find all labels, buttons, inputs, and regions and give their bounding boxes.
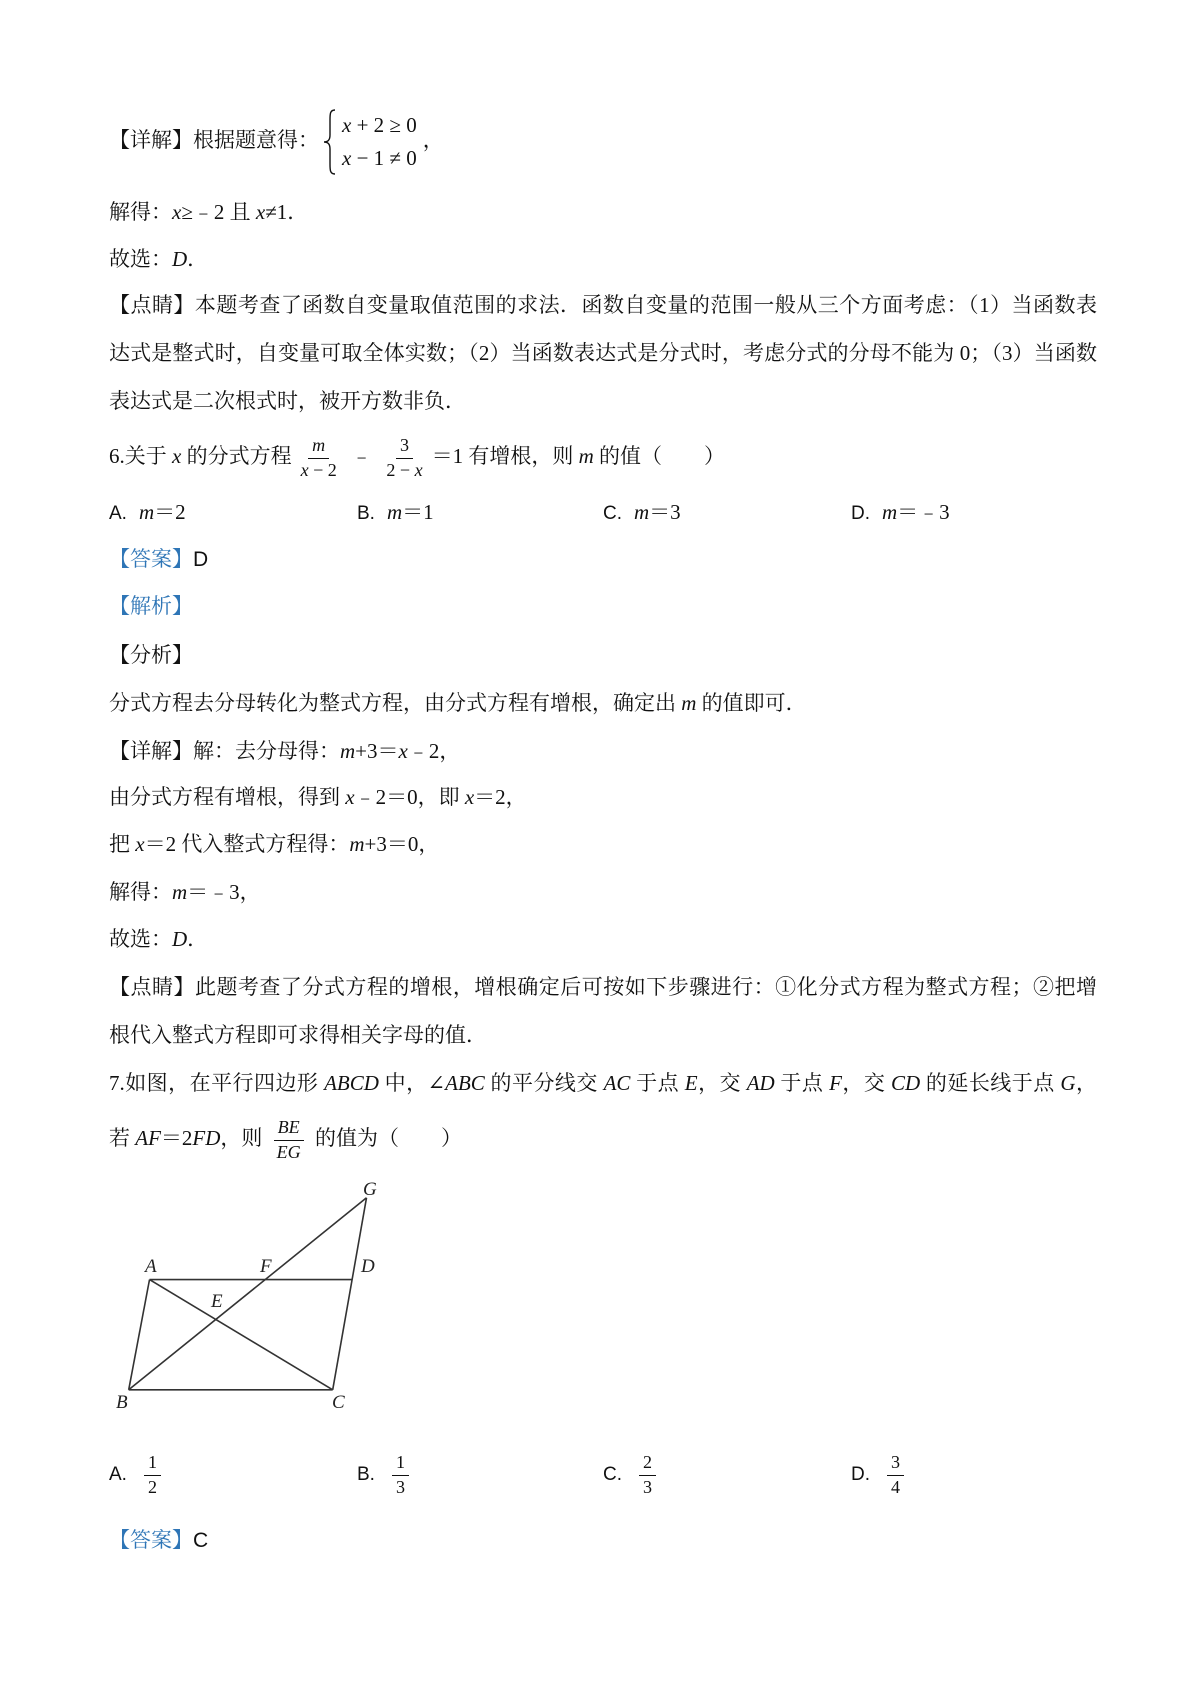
text-run: ＝2	[154, 500, 186, 524]
text-run: 【详解】根据题意得：	[109, 128, 319, 152]
math-variable: m	[340, 739, 356, 763]
math-variable: x	[300, 459, 309, 480]
equation-system	[323, 109, 417, 175]
math-variable: m	[634, 500, 650, 524]
system-rows	[342, 109, 417, 175]
q6-detail-line-4	[109, 877, 261, 907]
math-variable: m	[578, 444, 594, 468]
q7-stem-line-1	[109, 1068, 1097, 1098]
math-variable: m	[138, 500, 155, 524]
q7-option-b	[357, 1441, 414, 1505]
text-run: 【分析】	[109, 643, 193, 667]
text-run: 的延长线于点	[920, 1071, 1061, 1095]
fraction-numerator	[396, 434, 413, 458]
fraction-denominator	[144, 1476, 161, 1499]
math-variable: m	[386, 500, 403, 524]
math-variable: BE	[277, 1117, 300, 1138]
fraction	[144, 1451, 161, 1499]
segment-bg	[129, 1198, 367, 1390]
label-e: E	[211, 1291, 223, 1312]
q5-choice-line	[109, 244, 208, 274]
text-run: ＝2 代入整式方程得：	[144, 832, 350, 856]
left-brace-icon	[323, 109, 337, 175]
text-run: ＝2，	[474, 785, 527, 809]
label-b: B	[116, 1392, 128, 1413]
math-variable: AF	[135, 1126, 161, 1150]
q5-comment-line-1	[109, 290, 1097, 320]
q6-analysis-text	[109, 688, 807, 718]
fraction-denominator	[273, 1141, 305, 1164]
text-run: 1	[147, 1452, 157, 1473]
q6-analysis-heading	[109, 640, 193, 670]
q5-comment-line-3	[109, 386, 466, 416]
text-run: ，	[422, 128, 444, 152]
math-variable: AD	[746, 1071, 775, 1095]
text-run: 【解析】	[109, 595, 193, 618]
fraction-numerator	[887, 1451, 904, 1475]
text-run: 【详解】解：去分母得：	[109, 739, 340, 763]
text-run: 的分式方程	[181, 444, 292, 468]
q7-option-d	[851, 1441, 909, 1505]
text-run: 于点	[630, 1071, 685, 1095]
text-run: 解得：	[109, 200, 172, 224]
text-run: 达式是整式时，自变量可取全体实数；（2）当函数表达式是分式时，考虑分式的分母不能为 0；（3）当函数	[109, 341, 1097, 365]
math-variable: x	[255, 200, 266, 224]
text-run: ＝﹣3，	[187, 880, 261, 904]
text-run: ＝1	[402, 500, 434, 524]
text-run: +3＝0，	[364, 832, 440, 856]
text-run: 3	[891, 1452, 901, 1473]
text-run: +3＝	[355, 739, 399, 763]
q6-option-d	[851, 497, 950, 527]
math-variable: x	[172, 444, 182, 468]
option-body	[882, 500, 950, 524]
label-a: A	[145, 1256, 157, 1277]
option-label: B.	[357, 1464, 375, 1485]
text-run: 由分式方程有增根，得到	[109, 785, 346, 809]
text-run: C	[193, 1529, 209, 1552]
text-run: 【点睛】本题考查了函数自变量取值范围的求法．函数自变量的范围一般从三个方面考虑：（1）当函数表	[109, 293, 1097, 317]
label-g: G	[363, 1180, 377, 1200]
fraction	[382, 434, 426, 482]
math-variable: ABC	[445, 1071, 485, 1095]
text-run: 【答案】	[109, 548, 193, 571]
text-run: 的平分线交	[484, 1071, 604, 1095]
text-run: ﹣2＝0，即	[354, 785, 465, 809]
math-variable: m	[681, 691, 697, 715]
text-run: ﹣	[345, 444, 378, 468]
text-run: ．	[187, 927, 209, 951]
q6-comment-line-2	[109, 1020, 487, 1050]
fraction-numerator	[639, 1451, 656, 1475]
text-run: 2	[147, 1476, 157, 1497]
math-variable: m	[349, 832, 365, 856]
q6-detail-line-5	[109, 924, 208, 954]
option-label: A.	[109, 503, 127, 524]
math-variable: x	[398, 739, 408, 763]
fraction	[887, 1451, 904, 1499]
text-run: ，交	[841, 1071, 892, 1095]
text-run: 3	[395, 1476, 405, 1497]
math-variable: m	[172, 880, 188, 904]
q6-stem	[109, 424, 725, 488]
segment-cg	[333, 1198, 367, 1390]
segment-ab	[129, 1280, 150, 1390]
fraction-denominator	[887, 1476, 904, 1499]
text-run: ≥﹣2 且	[181, 200, 256, 224]
text-run: − 2	[308, 459, 337, 480]
option-body	[139, 1452, 166, 1497]
text-run: ．	[187, 247, 209, 271]
math-variable: x	[345, 785, 355, 809]
q7-option-a	[109, 1441, 166, 1505]
text-run: 的值（ ）	[593, 444, 725, 468]
text-run: − 1 ≠ 0	[351, 146, 417, 171]
text-run: 2 −	[386, 459, 415, 480]
text-run: 中，∠	[378, 1071, 446, 1095]
q5-comment-line-2	[109, 338, 1097, 368]
math-variable: AC	[603, 1071, 631, 1095]
fraction	[392, 1451, 409, 1499]
option-label: C.	[603, 503, 622, 524]
text-run: ，	[1075, 1071, 1098, 1095]
math-variable: EG	[276, 1141, 301, 1162]
text-run: 分式方程去分母转化为整式方程，由分式方程有增根，确定出	[109, 691, 682, 715]
math-variable: D	[172, 247, 188, 271]
text-run: 故选：	[109, 247, 172, 271]
q6-answer	[109, 545, 208, 575]
fraction-numerator	[392, 1451, 409, 1475]
option-label: D.	[851, 1464, 870, 1485]
text-run: 表达式是二次根式时，被开方数非负．	[109, 389, 466, 413]
fraction	[273, 1116, 305, 1164]
q5-solution-line	[109, 197, 308, 227]
text-run: ，交	[697, 1071, 747, 1095]
math-variable: x	[464, 785, 475, 809]
option-body	[634, 500, 681, 524]
option-body	[139, 500, 186, 524]
q6-comment-line-1	[109, 972, 1097, 1002]
fraction-numerator	[274, 1116, 304, 1140]
q6-option-b	[357, 497, 434, 527]
text-run: ＝2	[160, 1126, 193, 1150]
fraction-denominator	[297, 459, 341, 482]
math-variable: ABCD	[324, 1071, 379, 1095]
fraction-denominator	[639, 1476, 656, 1499]
text-run: ＝﹣3	[897, 500, 950, 524]
text-run: 若	[109, 1126, 136, 1150]
text-run: 把	[109, 832, 136, 856]
math-variable: x	[414, 459, 423, 480]
option-label: C.	[603, 1464, 622, 1485]
option-body	[634, 1452, 661, 1497]
text-run: 的值即可．	[696, 691, 807, 715]
text-run: D	[193, 548, 209, 571]
math-variable: x	[135, 832, 145, 856]
text-run: 【答案】	[109, 1529, 193, 1552]
option-label: A.	[109, 1464, 127, 1485]
option-label: B.	[357, 503, 375, 524]
math-variable: x	[342, 146, 352, 171]
text-run: 故选：	[109, 927, 172, 951]
label-d: D	[361, 1256, 375, 1277]
fraction	[639, 1451, 656, 1499]
text-run: ，则	[220, 1126, 268, 1150]
math-variable: G	[1060, 1071, 1076, 1095]
math-variable: m	[882, 500, 898, 524]
text-run: 2	[643, 1452, 653, 1473]
text-run: 3	[399, 435, 409, 456]
option-body	[387, 500, 434, 524]
fraction-numerator	[144, 1451, 161, 1475]
fraction-denominator	[392, 1476, 409, 1499]
text-run: 7.如图，在平行四边形	[109, 1071, 325, 1095]
text-run: ＝3	[649, 500, 681, 524]
text-run: ＝1 有增根，则	[431, 444, 579, 468]
math-variable: m	[312, 435, 326, 456]
text-run: 6.关于	[109, 444, 172, 468]
fraction	[297, 434, 341, 482]
text-run: ﹣2，	[407, 739, 461, 763]
text-run: 【点睛】此题考查了分式方程的增根，增根确定后可按如下步骤进行：①化分式方程为整式方程；②把增	[109, 975, 1097, 999]
text-run: 3	[643, 1476, 653, 1497]
label-f: F	[260, 1256, 272, 1277]
fraction-denominator	[382, 459, 426, 482]
q6-option-c	[603, 497, 681, 527]
option-body	[387, 1452, 414, 1497]
parallelogram-figure	[100, 1180, 400, 1420]
text-run: 根代入整式方程即可求得相关字母的值．	[109, 1023, 487, 1047]
q6-explanation-heading	[109, 592, 193, 622]
text-run: ≠1．	[265, 200, 309, 224]
math-variable: FD	[192, 1126, 221, 1150]
text-run: 于点	[774, 1071, 830, 1095]
segment-ac	[150, 1280, 333, 1390]
option-body	[882, 1452, 909, 1497]
q5-detail-line	[109, 102, 444, 178]
text-run: 解得：	[109, 880, 172, 904]
math-variable: E	[684, 1071, 698, 1095]
q6-detail-line-2	[109, 782, 527, 812]
math-variable: x	[342, 113, 352, 138]
q6-detail-line-1	[109, 736, 460, 766]
q6-option-a	[109, 497, 186, 527]
label-c: C	[332, 1392, 345, 1413]
math-variable: CD	[891, 1071, 921, 1095]
q6-detail-line-3	[109, 829, 439, 859]
text-run: + 2 ≥ 0	[351, 113, 417, 138]
option-label: D.	[851, 503, 870, 524]
q7-stem-line-2	[109, 1106, 462, 1170]
math-variable: x	[172, 200, 182, 224]
text-run: 的值为（ ）	[309, 1126, 462, 1150]
text-run: 4	[891, 1476, 901, 1497]
q7-answer	[109, 1526, 208, 1556]
system-row	[342, 142, 417, 175]
q7-option-c	[603, 1441, 661, 1505]
fraction-numerator	[308, 434, 329, 458]
math-variable: D	[172, 927, 188, 951]
system-row	[342, 109, 417, 142]
text-run: 1	[395, 1452, 405, 1473]
math-variable: F	[829, 1071, 842, 1095]
